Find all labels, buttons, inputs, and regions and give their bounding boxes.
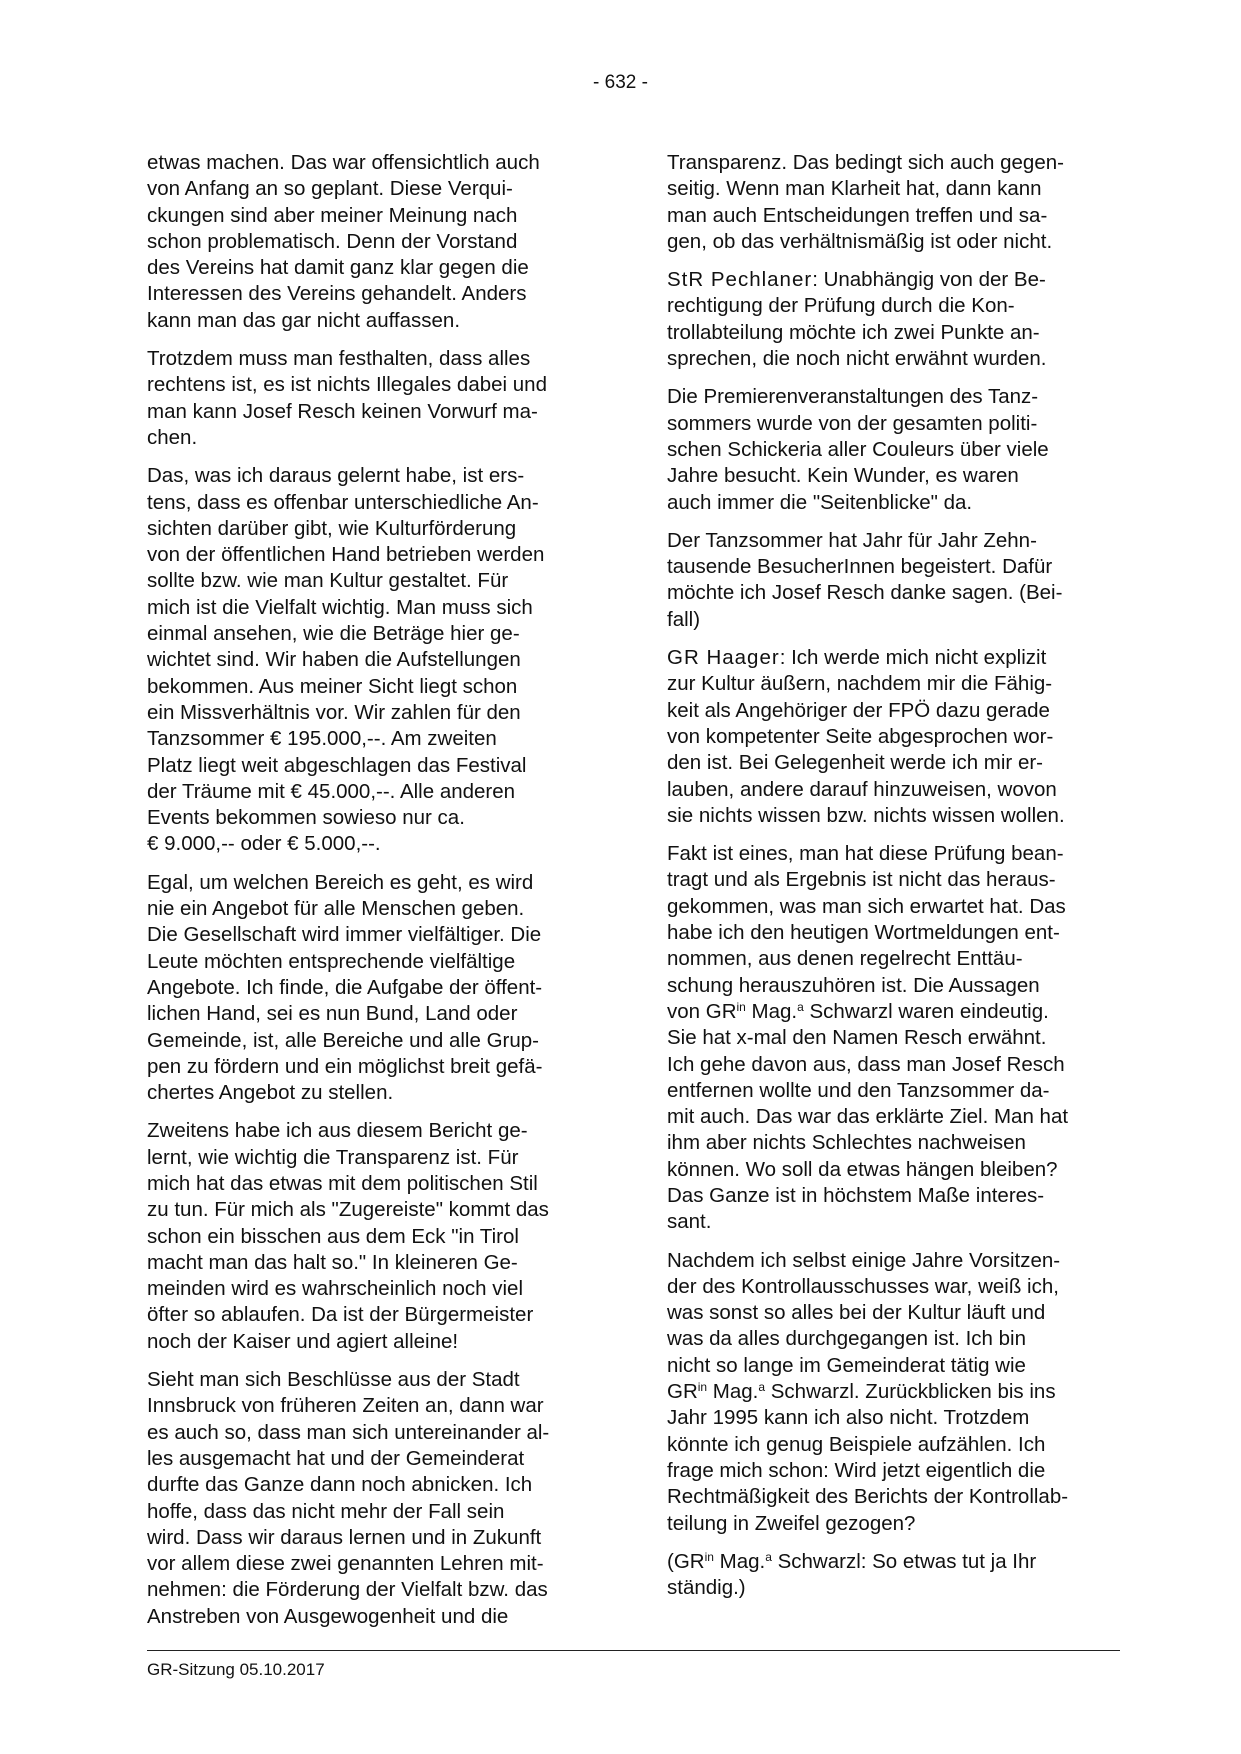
speaker-paragraph bbox=[667, 645, 1117, 829]
text-line: Jahr 1995 kann ich also nicht. Trotzdem bbox=[667, 1406, 1030, 1430]
text-line: können. Wo soll da etwas hängen bleiben? bbox=[667, 1157, 1058, 1181]
paragraph bbox=[147, 1118, 597, 1355]
superscript: a bbox=[765, 1549, 772, 1564]
text-line: Egal, um welchen Bereich es geht, es wird bbox=[147, 870, 534, 894]
text-line: von $GR^{in}$ Mag.$^a$ Schwarzl waren eindeutig. bbox=[667, 999, 1049, 1023]
text-line: etwas machen. Das war offensichtlich auch bbox=[147, 151, 540, 174]
text-line: Das Ganze ist in höchstem Maße interes- bbox=[667, 1183, 1045, 1207]
text-line: habe ich den heutigen Wortmeldungen ent- bbox=[667, 921, 1060, 945]
text-line: sollte bzw. wie man Kultur gestaltet. Für bbox=[147, 569, 509, 593]
text-line: Die Premierenveranstaltungen des Tanz- bbox=[667, 385, 1039, 409]
text-line bbox=[667, 267, 1117, 293]
text-line: chen. bbox=[147, 425, 198, 449]
text-line: ständig.) bbox=[667, 1576, 746, 1600]
text-line: es auch so, dass man sich untereinander al- bbox=[147, 1420, 550, 1444]
text-line: nie ein Angebot für alle Menschen geben. bbox=[147, 897, 525, 921]
text-line: könnte ich genug Beispiele aufzählen. Ich bbox=[667, 1432, 1046, 1456]
text-line: Transparenz. Das bedingt sich auch gegen- bbox=[667, 151, 1064, 174]
text-line: keit als Angehöriger der FPÖ dazu gerade bbox=[667, 698, 1050, 722]
text-line: man kann Josef Resch keinen Vorwurf ma- bbox=[147, 399, 538, 423]
text-line: öfter so ablaufen. Da ist der Bürgermeister bbox=[147, 1303, 534, 1327]
text-line: tragt und als Ergebnis ist nicht das heraus- bbox=[667, 868, 1056, 892]
text-line: Events bekommen sowieso nur ca. bbox=[147, 806, 465, 830]
text-line: möchte ich Josef Resch danke sagen. (Bei- bbox=[667, 581, 1063, 605]
text-line: was sonst so alles bei der Kultur läuft und bbox=[667, 1301, 1046, 1325]
paragraph bbox=[147, 463, 597, 857]
text-line: durfte das Ganze dann noch abnicken. Ich bbox=[147, 1473, 533, 1497]
superscript: a bbox=[797, 999, 804, 1014]
text-line: sommers wurde von der gesamten politi- bbox=[667, 411, 1038, 435]
text-line: sichten darüber gibt, wie Kulturförderung bbox=[147, 516, 517, 540]
text-line: Platz liegt weit abgeschlagen das Festival bbox=[147, 753, 527, 777]
text-line: sie nichts wissen bzw. nichts wissen wollen. bbox=[667, 803, 1065, 827]
text-line: Sieht man sich Beschlüsse aus der Stadt bbox=[147, 1368, 520, 1392]
footer-session-date: GR-Sitzung 05.10.2017 bbox=[147, 1660, 325, 1679]
text-line: tens, dass es offenbar unterschiedliche An- bbox=[147, 490, 539, 514]
text-line: teilung in Zweifel gezogen? bbox=[667, 1511, 916, 1535]
text-line: nicht so lange im Gemeinderat tätig wie bbox=[667, 1353, 1026, 1377]
text-line: frage mich schon: Wird jetzt eigentlich die bbox=[667, 1458, 1046, 1482]
speaker-name: StR Pechlaner bbox=[667, 268, 813, 292]
text-line: schon problematisch. Denn der Vorstand bbox=[147, 229, 518, 253]
text-line: Der Tanzsommer hat Jahr für Jahr Zehn- bbox=[667, 528, 1037, 552]
paragraph bbox=[147, 346, 597, 451]
text-line: Angebote. Ich finde, die Aufgabe der öffent- bbox=[147, 975, 543, 999]
text-line: trollabteilung möchte ich zwei Punkte an- bbox=[667, 320, 1040, 344]
text-line: mich hat das etwas mit dem politischen Stil bbox=[147, 1171, 538, 1195]
text-line: ckungen sind aber meiner Meinung nach bbox=[147, 203, 518, 227]
text-line: tausende BesucherInnen begeistert. Dafür bbox=[667, 555, 1053, 579]
paragraph bbox=[147, 150, 597, 334]
text-line: gen, ob das verhältnismäßig ist oder nicht. bbox=[667, 229, 1053, 253]
text-line: schon ein bisschen aus dem Eck "in Tirol bbox=[147, 1224, 519, 1248]
text-line: Trotzdem muss man festhalten, dass alles bbox=[147, 347, 531, 371]
text-line: von Anfang an so geplant. Diese Verqui- bbox=[147, 177, 513, 201]
superscript: in bbox=[704, 1549, 714, 1564]
text-line: auch immer die "Seitenblicke" da. bbox=[667, 490, 973, 514]
text-line: Zweitens habe ich aus diesem Bericht ge- bbox=[147, 1119, 528, 1143]
text-line: entfernen wollte und den Tanzsommer da- bbox=[667, 1078, 1050, 1102]
text-line: ein Missverhältnis vor. Wir zahlen für den bbox=[147, 700, 521, 724]
text-line: wichtet sind. Wir haben die Aufstellungen bbox=[147, 648, 521, 672]
text-fragment: : Unabhängig von der Be- bbox=[812, 268, 1046, 292]
text-line: sant. bbox=[667, 1210, 712, 1234]
paragraph bbox=[667, 384, 1117, 515]
text-line: nehmen: die Förderung der Vielfalt bzw. das bbox=[147, 1578, 548, 1602]
text-line: les ausgemacht hat und der Gemeinderat bbox=[147, 1446, 525, 1470]
text-line: rechtigung der Prüfung durch die Kon- bbox=[667, 294, 1015, 318]
text-line: nommen, aus denen regelrecht Enttäu- bbox=[667, 947, 1023, 971]
text-line: lauben, andere darauf hinzuweisen, wovon bbox=[667, 777, 1057, 801]
text-line: macht man das halt so." In kleineren Ge- bbox=[147, 1250, 518, 1274]
text-line: mich ist die Vielfalt wichtig. Man muss sich bbox=[147, 595, 533, 619]
text-line: schen Schickeria aller Couleurs über viele bbox=[667, 437, 1049, 461]
text-fragment: : Ich werde mich nicht explizit bbox=[779, 646, 1047, 670]
text-line: hoffe, dass das nicht mehr der Fall sein bbox=[147, 1499, 505, 1523]
text-line bbox=[667, 645, 1117, 671]
text-line: man auch Entscheidungen treffen und sa- bbox=[667, 203, 1048, 227]
text-line: ihm aber nichts Schlechtes nachweisen bbox=[667, 1131, 1026, 1155]
text-line: der Träume mit € 45.000,--. Alle anderen bbox=[147, 779, 516, 803]
paragraph bbox=[667, 150, 1117, 255]
text-line: Leute möchten entsprechende vielfältige bbox=[147, 949, 516, 973]
text-line: von kompetenter Seite abgesprochen wor- bbox=[667, 724, 1054, 748]
text-line: meinden wird es wahrscheinlich noch viel bbox=[147, 1277, 524, 1301]
text-line: Tanzsommer € 195.000,--. Am zweiten bbox=[147, 727, 497, 751]
paragraph bbox=[147, 870, 597, 1107]
text-line: zu tun. Für mich als "Zugereiste" kommt das bbox=[147, 1198, 549, 1222]
right-column bbox=[667, 150, 1117, 1613]
text-line: Die Gesellschaft wird immer vielfältiger. Die bbox=[147, 923, 542, 947]
text-line: zur Kultur äußern, nachdem mir die Fähig- bbox=[667, 672, 1053, 696]
left-column bbox=[147, 150, 597, 1642]
text-line: von der öffentlichen Hand betrieben werden bbox=[147, 543, 545, 567]
text-line: Sie hat x-mal den Namen Resch erwähnt. bbox=[667, 1026, 1047, 1050]
interjection-paragraph bbox=[667, 1549, 1117, 1602]
text-line: was da alles durchgegangen ist. Ich bin bbox=[667, 1327, 1026, 1351]
footer-divider bbox=[147, 1650, 1120, 1651]
speaker-paragraph bbox=[667, 267, 1117, 372]
text-line: Interessen des Vereins gehandelt. Anders bbox=[147, 282, 527, 306]
text-line: lernt, wie wichtig die Transparenz ist. Für bbox=[147, 1145, 519, 1169]
text-line: rechtens ist, es ist nichts Illegales dabei und bbox=[147, 373, 547, 397]
text-line: Jahre besucht. Kein Wunder, es waren bbox=[667, 464, 1019, 488]
paragraph bbox=[667, 841, 1117, 1235]
text-line: Nachdem ich selbst einige Jahre Vorsitzen- bbox=[667, 1248, 1061, 1272]
text-line: fall) bbox=[667, 607, 701, 631]
text-line: lichen Hand, sei es nun Bund, Land oder bbox=[147, 1002, 518, 1026]
text-line: der des Kontrollausschusses war, weiß ich, bbox=[667, 1274, 1059, 1298]
text-line: des Vereins hat damit ganz klar gegen die bbox=[147, 256, 529, 280]
text-line: einmal ansehen, wie die Beträge hier ge- bbox=[147, 622, 520, 646]
text-line: noch der Kaiser und agiert alleine! bbox=[147, 1329, 459, 1353]
page-number: - 632 - bbox=[593, 72, 648, 93]
text-line: € 9.000,-- oder € 5.000,--. bbox=[147, 832, 381, 856]
superscript: a bbox=[758, 1380, 766, 1395]
text-line: seitig. Wenn man Klarheit hat, dann kann bbox=[667, 177, 1042, 201]
superscript: in bbox=[697, 1380, 708, 1395]
text-line: sprechen, die noch nicht erwähnt wurden. bbox=[667, 347, 1047, 371]
text-line: Das, was ich daraus gelernt habe, ist ers- bbox=[147, 464, 525, 488]
text-line: Ich gehe davon aus, dass man Josef Resch bbox=[667, 1052, 1065, 1076]
text-line: bekommen. Aus meiner Sicht liegt schon bbox=[147, 674, 518, 698]
text-line: wird. Dass wir daraus lernen und in Zukunft bbox=[147, 1525, 542, 1549]
text-line: Anstreben von Ausgewogenheit und die bbox=[147, 1604, 509, 1628]
text-line: schung herauszuhören ist. Die Aussagen bbox=[667, 973, 1040, 997]
text-line: Rechtmäßigkeit des Berichts der Kontrollab- bbox=[667, 1485, 1069, 1509]
text-line: vor allem diese zwei genannten Lehren mit- bbox=[147, 1552, 544, 1576]
text-line: $GR^{in}$ Mag.$^a$ Schwarzl. Zurückblicken bis ins bbox=[667, 1380, 1056, 1404]
text-line: den ist. Bei Gelegenheit werde ich mir er- bbox=[667, 751, 1044, 775]
text-line: pen zu fördern und ein möglichst breit gefä- bbox=[147, 1054, 543, 1078]
speaker-name: GR Haager bbox=[667, 646, 780, 670]
text-line: ($GR^{in}$ Mag.$^a$ Schwarzl: So etwas tut ja Ihr bbox=[667, 1549, 1037, 1573]
paragraph bbox=[667, 528, 1117, 633]
text-line: Innsbruck von früheren Zeiten an, dann war bbox=[147, 1394, 544, 1418]
paragraph bbox=[667, 1248, 1117, 1537]
superscript: in bbox=[736, 999, 746, 1014]
text-line: mit auch. Das war das erklärte Ziel. Man hat bbox=[667, 1105, 1069, 1129]
text-line: Fakt ist eines, man hat diese Prüfung bean- bbox=[667, 842, 1064, 866]
text-line: kann man das gar nicht auffassen. bbox=[147, 308, 461, 332]
text-line: chertes Angebot zu stellen. bbox=[147, 1081, 394, 1105]
text-line: gekommen, was man sich erwartet hat. Das bbox=[667, 894, 1066, 918]
paragraph bbox=[147, 1367, 597, 1630]
text-line: Gemeinde, ist, alle Bereiche und alle Grup- bbox=[147, 1028, 539, 1052]
